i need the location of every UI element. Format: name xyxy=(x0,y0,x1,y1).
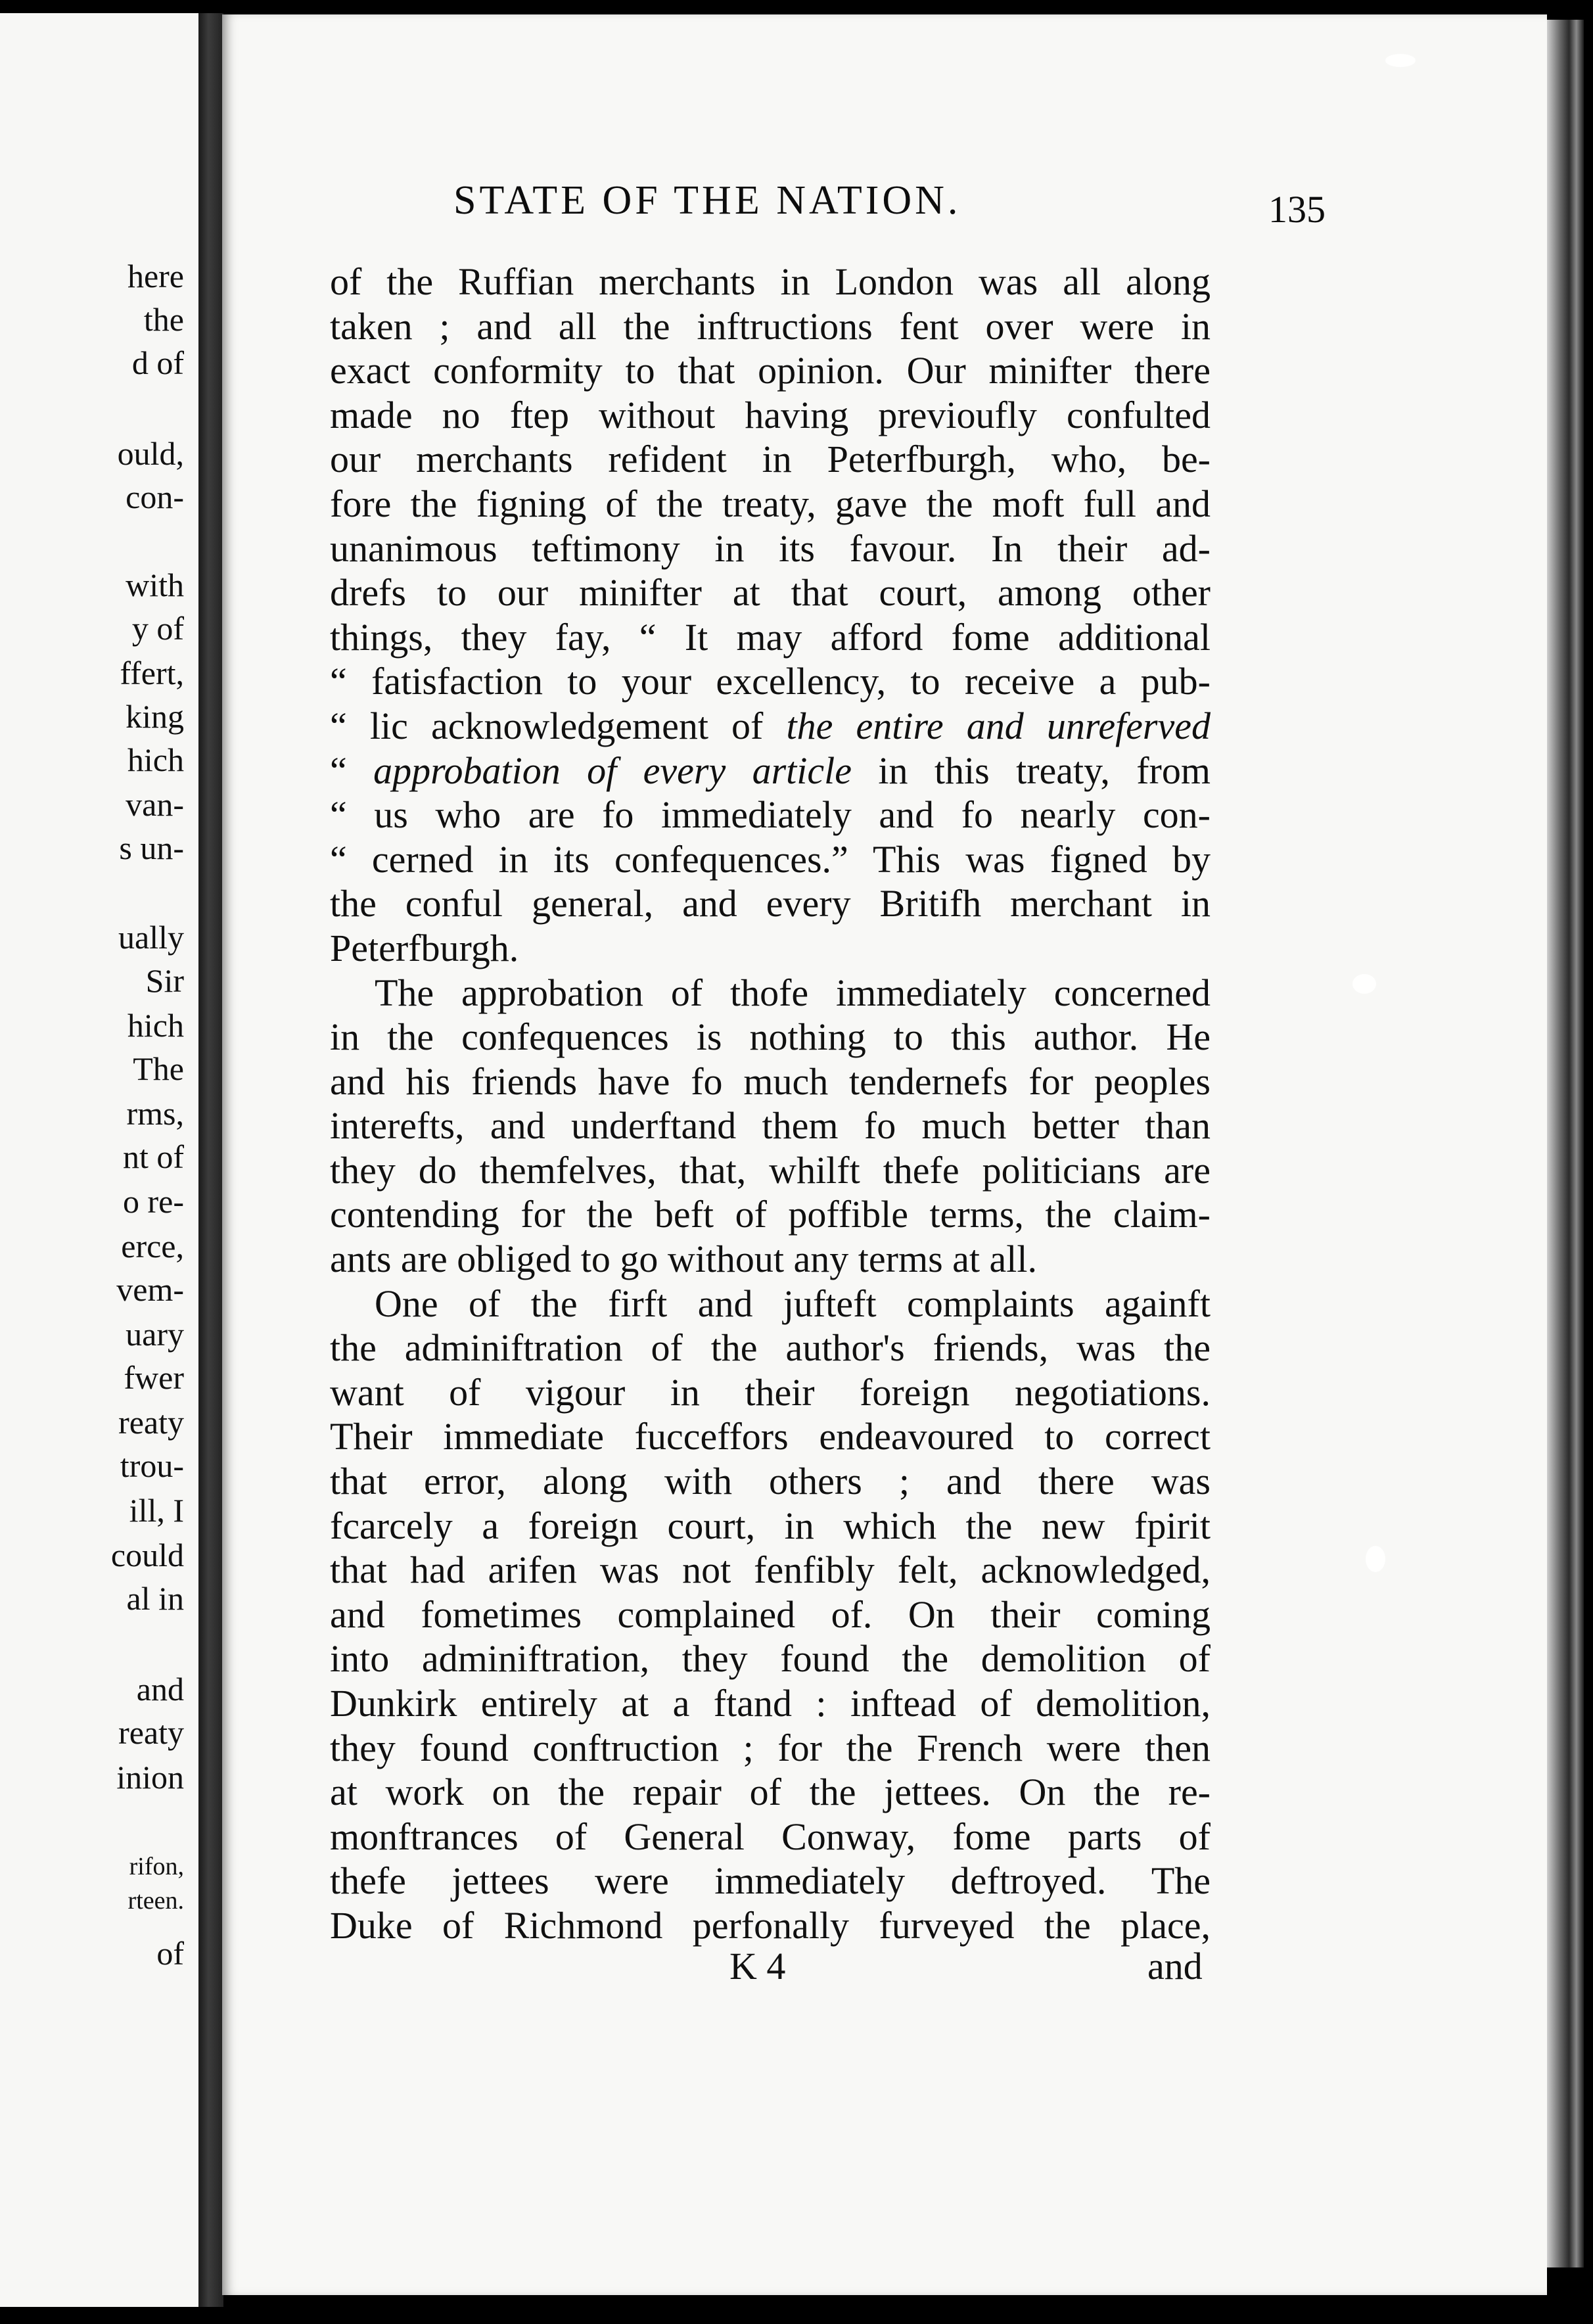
text-run: interefts, and underftand them fo much better than xyxy=(330,1104,1211,1148)
text-line xyxy=(330,793,1211,837)
text-run: the conful general, and every Britifh merchant in xyxy=(330,882,1211,925)
text-run: drefs to our minifter at that court, among other xyxy=(330,571,1211,615)
page-edge xyxy=(1547,20,1584,2267)
text-run: The approbation of thofe immediately concerned xyxy=(375,971,1211,1014)
text-run: contending for the beft of poffible terms, the claim- xyxy=(330,1193,1211,1236)
text-line xyxy=(330,304,1211,349)
text-line xyxy=(330,1237,1211,1282)
text-run: our merchants refident in Peterfburgh, who, be- xyxy=(330,438,1211,481)
left-page-line: vem- xyxy=(116,1271,184,1308)
text-run: thefe jettees were immediately deftroyed. The xyxy=(330,1859,1211,1903)
left-page-line: ffert, xyxy=(120,655,184,691)
text-run: “ xyxy=(330,749,374,792)
paper-blemish xyxy=(1385,54,1416,67)
text-run: Dunkirk entirely at a ftand : inftead of demolition, xyxy=(330,1682,1211,1725)
text-run: of the Ruffian merchants in London was all along xyxy=(330,260,1211,303)
left-page-line: could xyxy=(110,1537,184,1573)
text-line xyxy=(330,1192,1211,1237)
text-run: “ lic acknowledgement of xyxy=(330,704,787,747)
text-run: monftrances of General Conway, fome parts of xyxy=(330,1815,1211,1858)
text-line xyxy=(330,393,1211,438)
page-number: 135 xyxy=(1268,188,1326,231)
left-page-line: the xyxy=(143,301,184,338)
text-line xyxy=(330,1726,1211,1771)
italic-phrase: the entire and unreferved xyxy=(786,704,1211,747)
text-run: the adminiftration of the author's friends, was the xyxy=(330,1326,1211,1370)
text-run: and his friends have fo much tendernefs for peoples xyxy=(330,1059,1211,1103)
text-line xyxy=(330,526,1211,571)
text-run: that error, along with others ; and there was xyxy=(330,1460,1211,1503)
text-run: ants are obliged to go without any terms at all. xyxy=(330,1238,1037,1281)
text-line xyxy=(330,615,1211,660)
text-run: “ fatisfaction to your excellency, to receive a pub- xyxy=(330,660,1211,703)
text-run: Their immediate fucceffors endeavoured to correct xyxy=(330,1415,1211,1458)
text-line xyxy=(330,926,1211,971)
text-line xyxy=(330,1015,1211,1059)
left-page-line: hich xyxy=(127,741,184,778)
book-gutter xyxy=(198,13,223,2307)
left-page-line: ill, I xyxy=(129,1492,184,1529)
text-run: made no ftep without having previoufly confulted xyxy=(330,393,1211,436)
left-page-line: trou- xyxy=(120,1447,184,1484)
left-page-line: van- xyxy=(126,786,184,823)
left-page-line: king xyxy=(126,698,184,735)
text-line xyxy=(330,260,1211,304)
text-run: in this treaty, from xyxy=(852,749,1211,792)
text-line xyxy=(330,1592,1211,1637)
text-line xyxy=(330,704,1211,749)
text-run: they found conftruction ; for the French were then xyxy=(330,1726,1211,1769)
text-line xyxy=(330,881,1211,926)
left-page-line: uary xyxy=(126,1316,184,1353)
text-line xyxy=(330,1104,1211,1148)
left-page-line: con- xyxy=(126,478,184,515)
text-run: at work on the repair of the jettees. On the re- xyxy=(330,1771,1211,1814)
left-page-line: rms, xyxy=(126,1095,184,1132)
text-run: “ cerned in its confequences.” This was figned by xyxy=(330,837,1211,881)
text-run: into adminiftration, they found the demolition of xyxy=(330,1637,1211,1681)
text-line xyxy=(330,348,1211,393)
text-run: exact conformity to that opinion. Our minifter there xyxy=(330,349,1211,392)
left-page-line: The xyxy=(133,1050,184,1087)
text-run: fore the figning of the treaty, gave the moft full and xyxy=(330,482,1211,525)
text-run: taken ; and all the inftructions fent over were in xyxy=(330,304,1211,348)
text-run: and fometimes complained of. On their coming xyxy=(330,1592,1211,1636)
text-run: things, they fay, “ It may afford fome additional xyxy=(330,615,1211,659)
text-line xyxy=(330,1637,1211,1681)
left-page-line: reaty xyxy=(118,1714,184,1751)
text-run: want of vigour in their foreign negotiations. xyxy=(330,1370,1211,1414)
italic-phrase: approbation of every article xyxy=(373,749,852,792)
text-line xyxy=(330,1859,1211,1903)
left-page-line: ually xyxy=(118,919,184,956)
text-line xyxy=(330,1459,1211,1504)
text-line xyxy=(330,749,1211,793)
left-page-line: fwer xyxy=(124,1359,184,1396)
running-head: STATE OF THE NATION. xyxy=(453,178,961,223)
text-line xyxy=(330,1282,1211,1326)
text-run: “ us who are fo immediately and fo nearly con- xyxy=(330,793,1211,837)
text-line xyxy=(330,971,1211,1015)
left-page-line: s un- xyxy=(119,829,184,866)
text-line xyxy=(330,1548,1211,1592)
text-run: that had arifen was not fenfibly felt, acknowledged, xyxy=(330,1548,1211,1592)
text-line xyxy=(330,1414,1211,1459)
left-page-line: Sir xyxy=(145,962,184,999)
text-run: Duke of Richmond perfonally furveyed the place, xyxy=(330,1903,1211,1947)
left-page-line: and xyxy=(136,1671,184,1708)
text-line xyxy=(330,482,1211,526)
text-line xyxy=(330,837,1211,882)
left-page-line: reaty xyxy=(118,1404,184,1441)
left-page-line: here xyxy=(127,258,184,294)
text-run: they do themfelves, that, whilft thefe politicians are xyxy=(330,1148,1211,1192)
text-line xyxy=(330,1059,1211,1104)
text-line xyxy=(330,659,1211,704)
left-page-line: y of xyxy=(131,610,184,647)
signature-mark: K 4 xyxy=(729,1945,786,1987)
left-page-line: d of xyxy=(131,344,184,381)
left-page-line: inion xyxy=(116,1759,184,1796)
text-line xyxy=(330,1148,1211,1193)
text-line xyxy=(330,1370,1211,1415)
body-text xyxy=(330,260,1211,1948)
text-line xyxy=(330,1770,1211,1815)
text-line xyxy=(330,1504,1211,1548)
facing-page-left xyxy=(0,13,200,2307)
text-run: Peterfburgh. xyxy=(330,926,519,969)
left-page-line: nt of xyxy=(122,1138,184,1175)
text-line xyxy=(330,1815,1211,1859)
text-run: One of the firft and jufteft complaints againft xyxy=(375,1282,1211,1325)
text-run: unanimous teftimony in its favour. In their ad- xyxy=(330,526,1211,570)
left-page-line: al in xyxy=(126,1580,184,1617)
left-page-line: ould, xyxy=(117,435,184,472)
left-page-line: with xyxy=(126,567,184,603)
left-page-line: rifon, xyxy=(129,1853,184,1880)
left-page-line: of xyxy=(156,1935,184,1972)
text-line xyxy=(330,570,1211,615)
text-line xyxy=(330,437,1211,482)
text-line xyxy=(330,1903,1211,1948)
text-line xyxy=(330,1326,1211,1370)
left-page-line: o re- xyxy=(123,1183,184,1220)
paper-blemish xyxy=(1366,1546,1385,1572)
text-line xyxy=(330,1681,1211,1726)
text-run: in the confequences is nothing to this author. He xyxy=(330,1015,1211,1059)
catchword: and xyxy=(1147,1945,1203,1987)
left-page-line: erce, xyxy=(121,1228,184,1265)
paper-blemish xyxy=(1352,974,1376,994)
left-page-line: hich xyxy=(127,1007,184,1044)
text-run: fcarcely a foreign court, in which the new fpirit xyxy=(330,1504,1211,1547)
left-page-line: rteen. xyxy=(127,1887,184,1915)
